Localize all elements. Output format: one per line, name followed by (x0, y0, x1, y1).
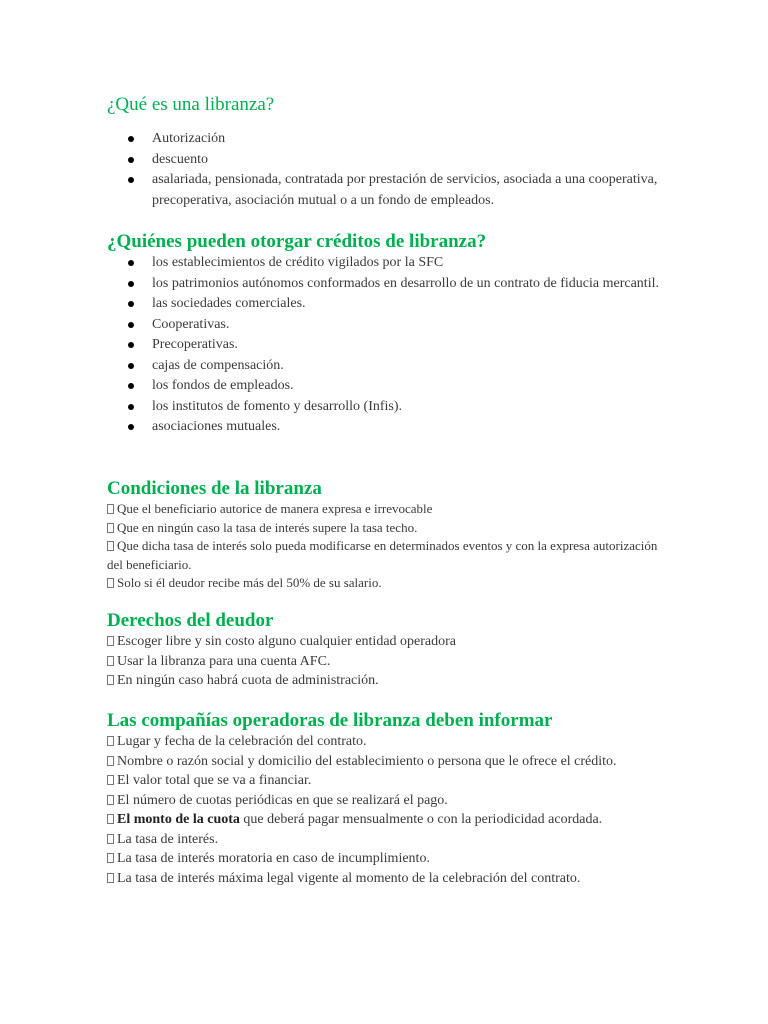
list-item: Autorización (0, 129, 672, 150)
condiciones-list (107, 500, 667, 593)
list-item: Nombre o razón social y domicilio del establecimiento o persona que le ofrece el crédito. (107, 752, 667, 772)
list-item: Cooperativas. (0, 315, 672, 336)
missing-glyph-icon (107, 541, 114, 551)
missing-glyph-icon (107, 736, 114, 746)
list-item: La tasa de interés máxima legal vigente al momento de la celebración del contrato. (107, 869, 667, 889)
missing-glyph-icon (107, 814, 114, 824)
missing-glyph-icon (107, 853, 114, 863)
bullet-icon (128, 424, 134, 430)
monto-cuota-emphasis: El monto de la cuota (117, 812, 240, 827)
missing-glyph-icon (107, 656, 114, 666)
missing-glyph-icon (107, 523, 114, 533)
list-quienes-otorgan (0, 253, 768, 438)
missing-glyph-icon (107, 504, 114, 514)
heading-quienes-otorgan: ¿Quiénes pueden otorgar créditos de libranza? (107, 231, 487, 252)
heading-companias: Las compañías operadoras de libranza deben informar (107, 710, 553, 731)
list-item: La tasa de interés. (107, 830, 667, 850)
bullet-icon (128, 260, 134, 266)
missing-glyph-icon (107, 775, 114, 785)
heading-que-es-libranza: ¿Qué es una libranza? (107, 94, 275, 115)
list-item: Que el beneficiario autorice de manera expresa e irrevocable (107, 500, 667, 519)
heading-condiciones: Condiciones de la libranza (107, 478, 322, 499)
list-item: El valor total que se va a financiar. (107, 771, 667, 791)
list-item: El número de cuotas periódicas en que se realizará el pago. (107, 791, 667, 811)
list-item: asalariada, pensionada, contratada por prestación de servicios, asociada a una cooperativa, precoperativa, asociación mutual o a un fondo de empleados. (0, 170, 672, 211)
list-item: Precoperativas. (0, 335, 672, 356)
missing-glyph-icon (107, 834, 114, 844)
bullet-icon (128, 136, 134, 142)
list-item: los institutos de fomento y desarrollo (Infis). (0, 397, 672, 418)
list-item: Lugar y fecha de la celebración del contrato. (107, 732, 667, 752)
missing-glyph-icon (107, 636, 114, 646)
list-item: La tasa de interés moratoria en caso de incumplimiento. (107, 849, 667, 869)
missing-glyph-icon (107, 873, 114, 883)
bullet-icon (128, 281, 134, 287)
list-item: las sociedades comerciales. (0, 294, 672, 315)
bullet-icon (128, 363, 134, 369)
companias-list (107, 732, 667, 888)
bullet-icon (128, 322, 134, 328)
missing-glyph-icon (107, 578, 114, 588)
list-item: asociaciones mutuales. (0, 417, 672, 438)
list-item: descuento (0, 150, 672, 171)
list-item: Que dicha tasa de interés solo pueda modificarse en determinados eventos y con la expresa autorización del beneficiario. (107, 538, 658, 572)
list-item: Escoger libre y sin costo alguno cualquier entidad operadora (107, 632, 667, 652)
missing-glyph-icon (107, 795, 114, 805)
missing-glyph-icon (107, 756, 114, 766)
list-item: En ningún caso habrá cuota de administración. (107, 671, 667, 691)
bullet-icon (128, 301, 134, 307)
bullet-icon (128, 383, 134, 389)
list-item: los establecimientos de crédito vigilados por la SFC (0, 253, 672, 274)
list-que-es-libranza (0, 129, 768, 211)
missing-glyph-icon (107, 675, 114, 685)
list-item: Solo si él deudor recibe más del 50% de su salario. (107, 574, 667, 593)
bullet-icon (128, 157, 134, 163)
bullet-icon (128, 177, 134, 183)
list-item: El monto de la cuota que deberá pagar mensualmente o con la periodicidad acordada. (107, 810, 667, 830)
list-item: Que en ningún caso la tasa de interés supere la tasa techo. (107, 519, 667, 538)
list-item: los patrimonios autónomos conformados en desarrollo de un contrato de fiducia mercantil. (0, 274, 672, 295)
derechos-list (107, 632, 667, 691)
bullet-icon (128, 404, 134, 410)
bullet-icon (128, 342, 134, 348)
list-item: Usar la libranza para una cuenta AFC. (107, 652, 667, 672)
list-item: los fondos de empleados. (0, 376, 672, 397)
list-item: cajas de compensación. (0, 356, 672, 377)
heading-derechos: Derechos del deudor (107, 610, 274, 631)
